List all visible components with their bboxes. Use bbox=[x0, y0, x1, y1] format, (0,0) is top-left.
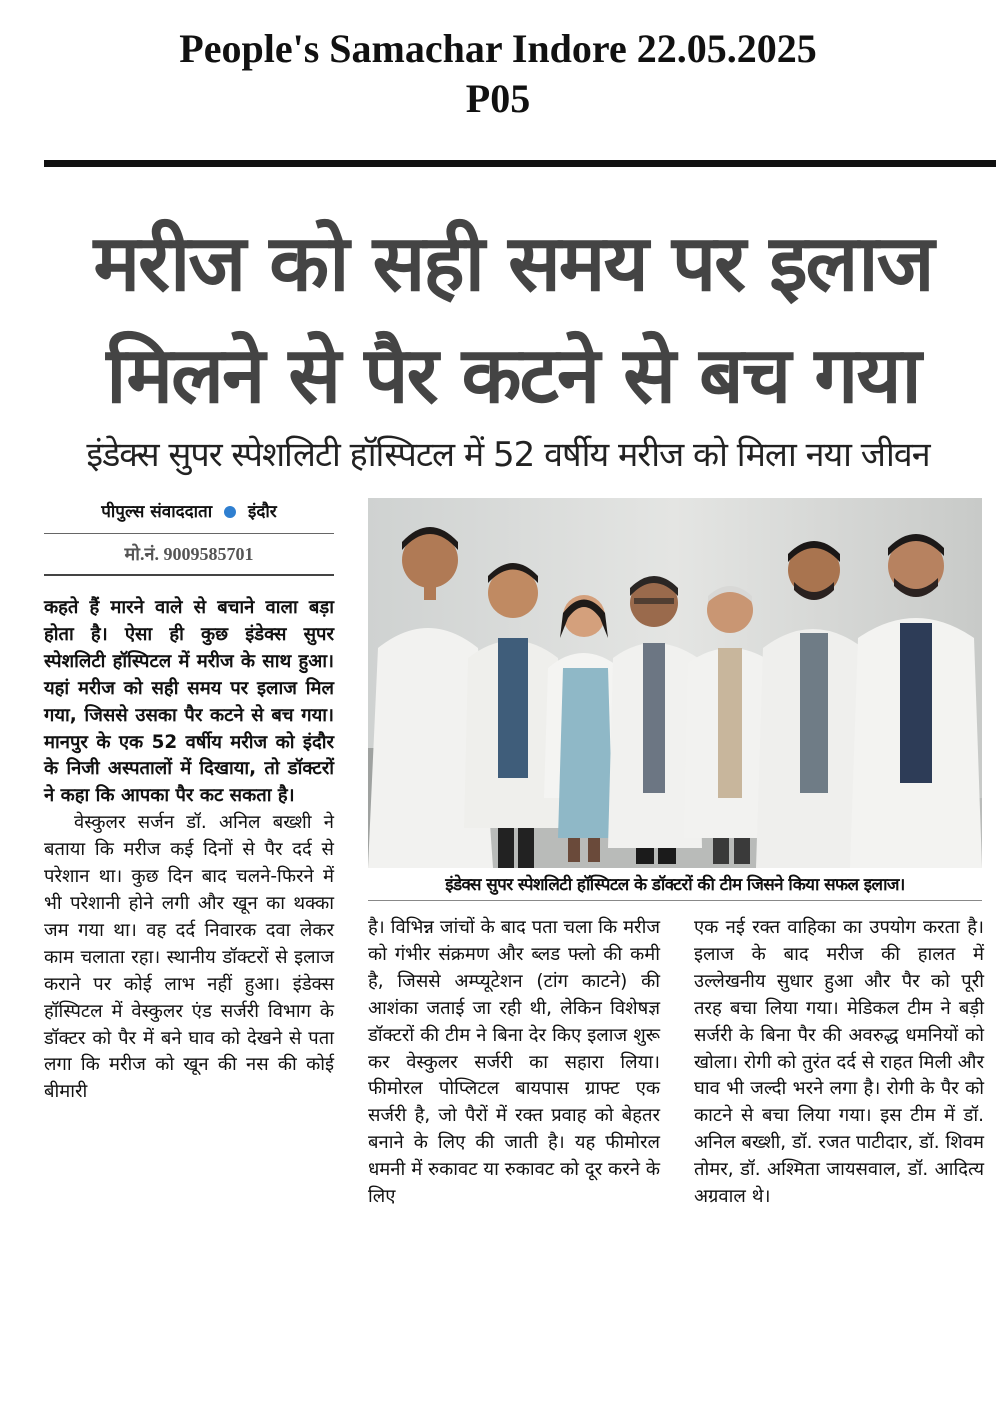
headline-line-2: मिलने से पैर कटने से बच गया bbox=[106, 331, 920, 421]
article-column-3 bbox=[694, 915, 984, 1211]
article-column-1 bbox=[44, 595, 334, 1106]
byline-rule bbox=[44, 533, 334, 534]
masthead-title: People's Samachar Indore 22.05.2025 bbox=[179, 26, 817, 71]
photo-caption: इंडेक्स सुपर स्पेशलिटी हॉस्पिटल के डॉक्टरों की टीम जिसने किया सफल इलाज। bbox=[445, 875, 905, 895]
subheadline: इंडेक्स सुपर स्पेशलिटी हॉस्पिटल में 52 वर्षीय मरीज को मिला नया जीवन bbox=[86, 435, 930, 475]
caption-rule bbox=[368, 900, 982, 901]
byline-reporter: पीपुल्स संवाददाता bbox=[101, 502, 213, 522]
article-body-1: वेस्कुलर सर्जन डॉ. अनिल बख्शी ने बताया कि मरीज कई दिनों से पैर दर्द से परेशान था। कुछ दिन बाद चलने-फिरने में भी परेशानी होने लगी और खून का थक्का जम गया था। वह दर्द निवारक दवा लेकर काम चलाता रहा। स्थानीय डॉक्टरों से इलाज कराने पर कोई लाभ नहीं हुआ। इंडेक्स हॉस्पिटल में वेस्कुलर एंड सर्जरी विभाग के डॉक्टर को पैर में बने घाव को देखने से पता लगा कि मरीज को खून की नस की कोई बीमारी bbox=[44, 812, 334, 1103]
byline-mobile: मो.नं. 9009585701 bbox=[124, 544, 254, 564]
byline-bottom-rule bbox=[44, 574, 334, 576]
article-column-2 bbox=[368, 915, 660, 1211]
team-photo-illustration bbox=[368, 498, 982, 868]
byline bbox=[44, 497, 334, 527]
article-lead: कहते हैं मारने वाले से बचाने वाला बड़ा होता है। ऐसा ही कुछ इंडेक्स सुपर स्पेशलिटी हॉस्पिटल में मरीज के साथ हुआ। यहां मरीज को सही समय पर इलाज मिल गया, जिससे उसका पैर कटने से बच गया। मानपुर के एक 52 वर्षीय मरीज को इंदौर के निजी अस्पतालों में दिखाया, तो डॉक्टरों ने कहा कि आपका पैर कट सकता है। bbox=[44, 597, 334, 807]
team-photo bbox=[368, 498, 982, 868]
bullet-dot-icon bbox=[224, 506, 236, 518]
byline-city: इंदौर bbox=[248, 502, 277, 522]
article-body-3: एक नई रक्त वाहिका का उपयोग करता है। इलाज के बाद मरीज की हालत में उल्लेखनीय सुधार हुआ और पैर को पूरी तरह बचा लिया गया। मेडिकल टीम ने बड़ी सर्जरी के बिना पैर की अवरुद्ध धमनियों को खोला। रोगी को तुरंत दर्द से राहत मिली और घाव भी जल्दी भरने लगा है। रोगी के पैर को काटने से बचा लिया गया। इस टीम में डॉ. अनिल बख्शी, डॉ. रजत पाटीदार, डॉ. शिवम तोमर, डॉ. अश्मिता जायसवाल, डॉ. आदित्य अग्रवाल थे। bbox=[694, 917, 984, 1208]
masthead-page: P05 bbox=[465, 76, 531, 121]
masthead bbox=[0, 24, 996, 124]
article-body-2: है। विभिन्न जांचों के बाद पता चला कि मरीज को गंभीर संक्रमण और ब्लड फ्लो की कमी है, जिससे अम्प्यूटेशन (टांग काटने) की आशंका जताई जा रही थी, लेकिन विशेषज्ञ डॉक्टरों की टीम ने बिना देर किए इलाज शुरू कर वेस्कुलर सर्जरी का सहारा लिया। फीमोरल पोप्लिटल बायपास ग्राफ्ट एक सर्जरी है, जो पैरों में रक्त प्रवाह को बेहतर बनाने के लिए की जाती है। यह फीमोरल धमनी में रुकावट या रुकावट को दूर करने के लिए bbox=[368, 917, 660, 1208]
headline-line-1: मरीज को सही समय पर इलाज bbox=[93, 219, 933, 309]
headline bbox=[30, 208, 996, 432]
masthead-rule bbox=[44, 160, 996, 167]
